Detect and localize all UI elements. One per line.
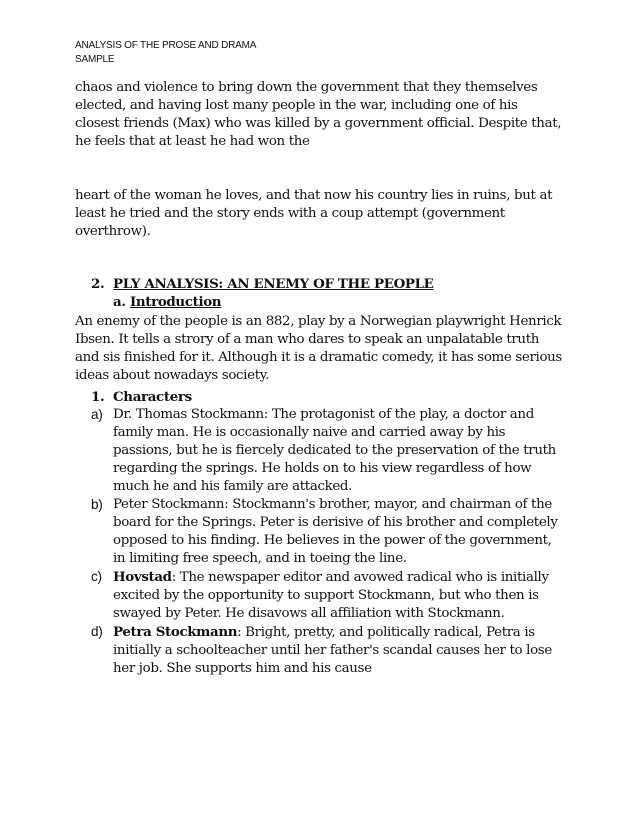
intro-paragraph: An enemy of the people is an 882, play by a Norwegian playwright Henrick Ibsen. It tells a strory of a man who dares to speak an unpalatable truth and sis finished for it. Although it is a dramatic comedy, it has some serious ideas about nowadays society. [75, 314, 562, 383]
character-item [75, 568, 565, 623]
subsection-letter: a. [113, 294, 126, 310]
characters-title: Characters [113, 389, 192, 405]
item-letter: a) [91, 407, 103, 422]
header-title: ANALYSIS OF THE PROSE AND DRAMA [75, 40, 257, 51]
characters-heading [75, 388, 565, 406]
character-description: : The newspaper editor and avowed radical who is initially excited by the opportunity to support Stockmann, but who then is swayed by Peter. He disavows all affiliation with Stockmann. [113, 570, 549, 621]
character-item [75, 623, 565, 678]
item-text: Dr. Thomas Stockmann: The protagonist of the play, a doctor and family man. He is occasionally naive and carried away by his passions, but he is fiercely dedicated to the preservation of the truth regarding the springs. He holds on to his view regardless of how much he and his family are attacked. [113, 407, 556, 494]
item-text: Peter Stockmann: Stockmann's brother, mayor, and chairman of the board for the Springs. Peter is derisive of his brother and completely opposed to his finding. He believes in the power of the government, in limiting free speech, and in toeing the line. [113, 497, 558, 566]
character-name: Hovstad [113, 569, 172, 585]
subsection-title: Introduction [130, 294, 222, 310]
paragraph-2: heart of the woman he loves, and that now his country lies in ruins, but at least he tried and the story ends with a coup attempt (government overthrow). [75, 188, 553, 239]
character-item [75, 406, 565, 496]
characters-number: 1. [91, 389, 105, 405]
page-header [75, 39, 256, 67]
item-text [113, 623, 565, 678]
item-letter: b) [91, 497, 103, 512]
section-title: PLY ANALYSIS: AN ENEMY OF THE PEOPLE [113, 276, 434, 292]
item-letter: c) [91, 569, 102, 584]
item-text [113, 568, 565, 623]
character-description: : Bright, pretty, and politically radical, Petra is initially a schoolteacher until her father's scandal causes her to lose her job. She supports him and his cause [113, 625, 552, 676]
subsection-heading [75, 293, 565, 311]
item-letter: d) [91, 624, 103, 639]
section-number: 2. [91, 276, 105, 292]
header-subtitle: SAMPLE [75, 54, 115, 65]
document-body [75, 79, 565, 678]
section-heading [75, 275, 565, 293]
character-item [75, 496, 565, 568]
paragraph-1: chaos and violence to bring down the government that they themselves elected, and having lost many people in the war, including one of his closest friends (Max) who was killed by a government official. Despite that, he feels that at least he had won the [75, 80, 562, 149]
character-name: Petra Stockmann [113, 624, 238, 640]
